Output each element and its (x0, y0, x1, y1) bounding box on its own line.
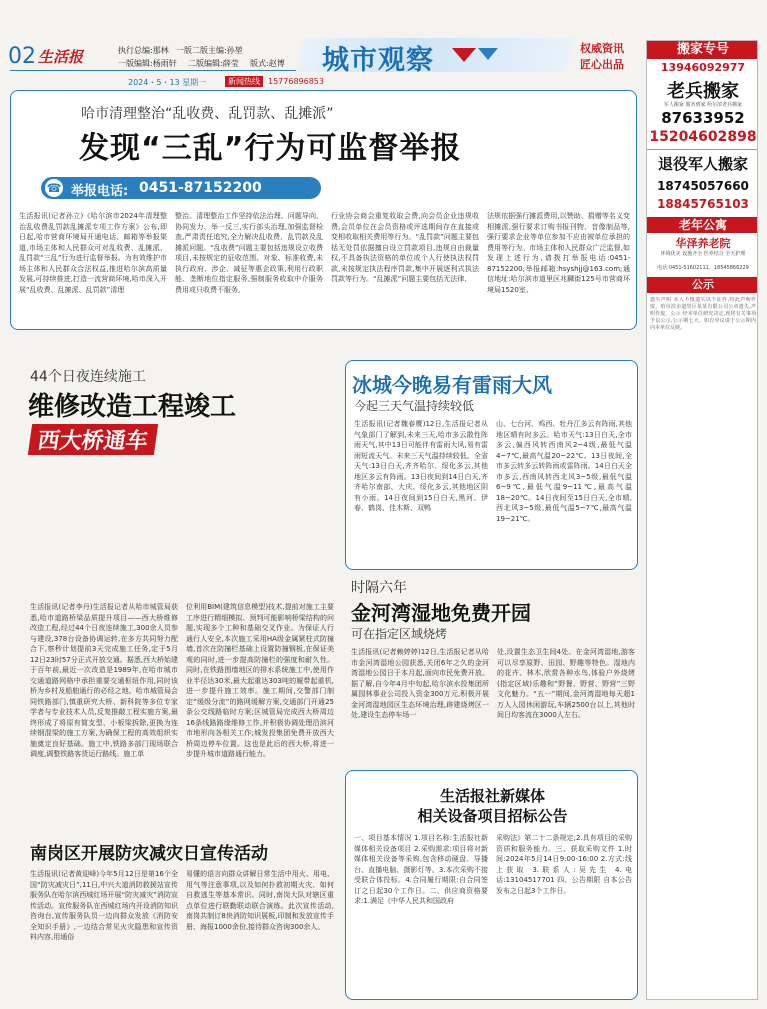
masthead (0, 0, 640, 95)
article-weather (345, 360, 638, 570)
ad4-name: 华泽养老院 (675, 237, 731, 250)
paper-logo: 生活报 (38, 48, 84, 66)
article-bridge (10, 340, 340, 815)
article-wetland (345, 575, 638, 760)
article-disaster (10, 825, 340, 1000)
article3-col1: 生活报讯(记者魏春鹰)12日,生活报记者从气象部门了解到,未来三天,哈市多云散性阵雨天气,其中13日可能伴有雷雨大风,易有雷雨短流天气。未来三天气温持续较低。全省天气:13日白天,齐齐哈尔、绥化多云,其他地区多云有阵雨。13日夜间到14日白天,齐齐哈尔南部、大庆、绥化多云,其他地区阴有小雨。14日夜间到15日白天,黑河、伊春、鹤岗、佳木斯、双鸭 (354, 420, 488, 512)
layout-editor: 版式:赵博 (250, 59, 285, 68)
article4-headline: 金河湾湿地免费开园 (351, 601, 531, 625)
article2-subhead: 西大桥通车 (28, 424, 158, 455)
editors2: 二版编辑:薛莹 (188, 59, 239, 68)
hotline-number: 15776896853 (268, 77, 324, 86)
article5-col1: 生活报讯(记者黄迎峰)今年5月12日是第16个全国“防灾减灾日”,11日,中兴大道消防救援站宣传服务队在哈尔滨西城红场开展“防灾减灾”消防宣传活动。宣传服务队在西城红场内开设消防知识咨询台,宣传服务队员一边向群众发放《消防安全知识手册》,一边结合常见火灾隐患和宣传资料内容,用通俗 (30, 870, 178, 941)
ad2-sub: 军人搬家 服务到家 哈尔滨老兵搬家 (663, 102, 743, 108)
ad3-title: 退役军人搬家 (657, 155, 748, 173)
phone-number: 0451-87152200 (139, 180, 262, 196)
notice-title: 公示 (647, 277, 758, 293)
article-tender (345, 770, 638, 1000)
column-title: 城市观察 (322, 45, 434, 76)
ad3-phone2: 18845765103 (657, 197, 749, 211)
first-editor: 一版二版主编:孙堃 (176, 46, 243, 55)
ads-column (646, 40, 758, 1000)
article6-headline1: 生活报社新媒体 (439, 787, 545, 805)
arrow-icon-2 (478, 48, 498, 60)
article2-headline: 维修改造工程竣工 (28, 392, 237, 422)
article5-col2: 易懂的语言向群众讲解日常生活中用火、用电、用气等注意事项,以及如何扑救初期火灾、如何自救逃生等基本常识。同时,南岗大队对辖区重点单位进行联勤联动联合演练。此次宣传活动,南岗共制订8块消防知识展板,印制和发放宣传手册、海报1000余份,接待群众咨询300余人。 (186, 870, 334, 931)
article3-headline: 冰城今晚易有雷雨大风 (352, 373, 552, 397)
article1-kicker: 哈市清理整治“乱收费、乱罚款、乱摊派” (81, 106, 334, 122)
ad2-phone2: 15204602898 (649, 129, 757, 145)
ad1-phone: 13946092977 (660, 61, 746, 74)
article4-subhead: 可在指定区域烧烤 (351, 627, 448, 641)
article5-headline: 南岗区开展防灾减灾日宣传活动 (30, 844, 268, 864)
ad3-phone1: 18745057660 (657, 179, 749, 193)
article-supervision (10, 90, 637, 330)
slogan-line1: 权威资讯 (580, 42, 624, 55)
phone-icon: ☎ (46, 181, 62, 195)
article1-headline: 发现“三乱”行为可监督举报 (79, 131, 462, 166)
article4-col1: 生活报讯(记者赖婷婷)12日,生活报记者从哈市金河湾湿地公园获悉,关闭6年之久的金河湾湿地公园日于本月起,面向市民免费开放。据了解,自今年4月中旬起,哈尔滨水投集团所属园林事业公司投入资金300万元,积极开展金河湾湿地园区生态环境治理,辟建烧烤区一处,建设生态停车场一 (351, 648, 489, 719)
ad2-title: 老兵搬家 (667, 81, 739, 102)
page-number: 02 (8, 44, 36, 69)
article1-col1: 生活报讯(记者孙立)《哈尔滨市2024年清理整治乱收费乱罚款乱摊派专项工作方案》公布,即日起,哈市营商环境局开通电话、邮箱等举报渠道,市场主体和人民群众可对乱收费、乱摊派、乱罚款“三乱”行为进行监督举报。为有效维护市场主体和人民群众合法权益,推进哈尔滨高质量发展,可持续推进,打造一流营商环境,哈市深入开展“乱收费、乱摊派、乱罚款”清理 (19, 212, 167, 294)
article1-col3: 行业协会商会重复收取会费,向会员企业违规收费,会员单位在会员资格或评选期间存在直接或变相收取相关费用等行为。“乱罚款”问题主要包括无处罚依据擅自设立罚款项目,违规自由裁量权,不具备执法资格的单位或个人行使执法权罚款,未按规定执法程序罚款,集中开展逐利式执法罚款等行为。“乱摊派”问题主要包括无法律、 (331, 212, 479, 283)
ad4-desc: 环境优美 设施齐全 医养结合 全天护理 (660, 251, 746, 257)
masthead-rule (10, 70, 300, 71)
article4-col2: 处,设置生态卫生间4处。在金河湾湿地,游客可以尽享原野、田园、野趣等特色。湿地内的花卉、林木,欣赏各种水鸟,体验户外烧烤(指定区域)乐趣和“野餐、野营、野营”三野文化魅力。“五一”期间,金河湾湿地每天超1万人入园休闲游玩,车辆2500台以上,其他时间日均客流在3000人左右。 (497, 648, 635, 719)
editors1: 一版编辑:杨雨轩 (118, 59, 177, 68)
hotline-label: 新闻热线 (225, 76, 263, 87)
article3-col2: 山、七台河、鸡西、牡丹江多云有阵雨,其他地区晴有时多云。哈市天气:13日白天,全市多云,偏西风转西南风2~4级,最低气温4~7℃,最高气温20~22℃。13日夜间,全市多云转多云转阵雨或雷阵雨。14日白天全市多云,西南风转西北风3~5级,最低气温6~9℃,最低气温9~11℃,最高气温18~20℃。14日夜间至15日白天,全市晴,西北风3~5级,最低气温5~7℃,最高气温19~21℃。 (496, 420, 632, 523)
article1-col2: 整治。清理整治工作坚持依法治理、问题导向、协同发力、举一反三,实行部头治理,加强监督检查,严肃责任追究,全力解决乱收费、乱罚款及乱摊派问题。“乱收费”问题主要包括违规设立收费项目,未按规定的征收范围、对象、标准收费,未执行政府、涉企、减征等惠企政策,利用行政职能、垄断地位指定服务,强制服务收取中介服务费用或只收费不服务, (175, 212, 323, 294)
article4-kicker: 时隔六年 (351, 580, 407, 596)
article2-kicker: 44个日夜连续施工 (30, 369, 146, 385)
ad4-phone: 电话:0451-51602111、18545866229 (657, 265, 749, 271)
ad1-title: 搬家专号 (647, 41, 758, 59)
ad2-phone1: 87633952 (661, 109, 745, 127)
article6-col2: 采购法》第二十二条规定;2.具有项目的采购资质和服务能力。三、获取采购文件 1.时间:2024年5月14日9:00-16:00 2.方式:线上获取 3.联系人:吴先生 4.电话:13104517701 四、公告期限 自本公告发布之日起3个工作日。 (496, 834, 632, 895)
slogan-line2: 匠心出品 (580, 58, 624, 71)
phone-label: 举报电话: (71, 184, 129, 199)
article2-col1: 生活报讯(记者李丹)生活报记者从哈市城管局获悉,哈市道路桥梁品质提升项目——西大桥维修改造工程,经过44个日夜连续施工,300余人员参与建设,378台设备协调运转,在多方共同努力配合下,察秒计划提前3天完成施工任务,定于5月12日23时57分正式开放交通。据悉,西大桥始建于百年前,最近一次改造是1989年,在哈市城市交通道路网格中承担重要交通枢纽作用,同时该桥为乡村及船舶通行的必经之地。哈市城管局会同铁路部门,慎重研究大桥、新科院等多位专家学者与专业技术人员,反复推敲工程实施方案,最终形成了将原有简支型、小板梁拆除,更换为连续钢混梁的施工方案,为确保工程的高效组织实施奠定良好基础。施工中,铁路多部门现场联合调度,调整铁路客货运行路线。施工单 (30, 603, 178, 758)
article1-col4: 法规依据强行摊派费用,以赞助、捐赠等名义变相摊派,强行要求订购书报刊物、音像制品等,强行要求企业等单位参加不应由被单位承担的费用等行为。市场主体和人民群众广泛监督,如发现上述行为,请拨打举报电话:0451-87152200;举报邮箱:hsyshjj@163.com;通信地址:哈尔滨市道里区兆麟街125号市营商环境局1520室。 (487, 212, 630, 294)
ad4-title: 老年公寓 (647, 217, 758, 233)
ad-divider (647, 149, 758, 150)
article3-subhead: 今起三天气温持续较低 (354, 399, 475, 413)
article6-col1: 一、项目基本情况 1.项目名称:生活报社新媒体相关设备项目 2.采购需求:项目将对新媒体相关设备等采购,包含移动硬盘、导播台、直播电脑、摄影灯等。3.本次采购不接受联合体投标。4.合同履行期限:自合同签订之日起30个工作日。二、供应商资格要求:1.满足《中华人民共和国政府 (354, 834, 488, 905)
date: 2024・5・13 星期一 (128, 78, 207, 87)
notice-text: 遗失声明 本人不慎遗失以下证件,特此声明作废。哈尔滨市道里区某某有限公司公章遗失,声明作废。公示 经本单位研究决定,现将有关事项予以公示,公示期七天。如有异议请于公示期内向本单位反映。 (650, 297, 756, 331)
article2-col2: 位利用BIM(建筑信息模型)技术,提前对施工主要工序进行精细模拟、预判可能影响桥梁结构的问题,实现多个工种和基础交叉作业。为保证人行通行人安全,本次施工采用HA级金属紧柱式防撞墙,首次在防撞栏基础上设置防撞钢板,在保证美观的同时,进一步提高防撞栏的强度和耐久性。同时,在铁路围墙地区的排水系统施工中,使用作业半径达30米,最大起重达303吨的履带起重机,进一步提升施工效率。施工期间,交警部门制定“缓级分流”的路网缓解方案,交通部门开通25条公交线路临时方案;区城管局完成西大桥周边16条线路路缘维修工作,并积极协调处理沿滨河市地形向各相关工作;城发投集团免费开放西大桥周边停车位置。这也是此后的西大桥,将进一步提升城市道路通行能力。 (186, 603, 334, 758)
exec-editor: 执行总编:那林 (118, 46, 169, 55)
article6-headline2: 相关设备项目招标公告 (417, 807, 568, 825)
arrow-icon (452, 48, 476, 62)
